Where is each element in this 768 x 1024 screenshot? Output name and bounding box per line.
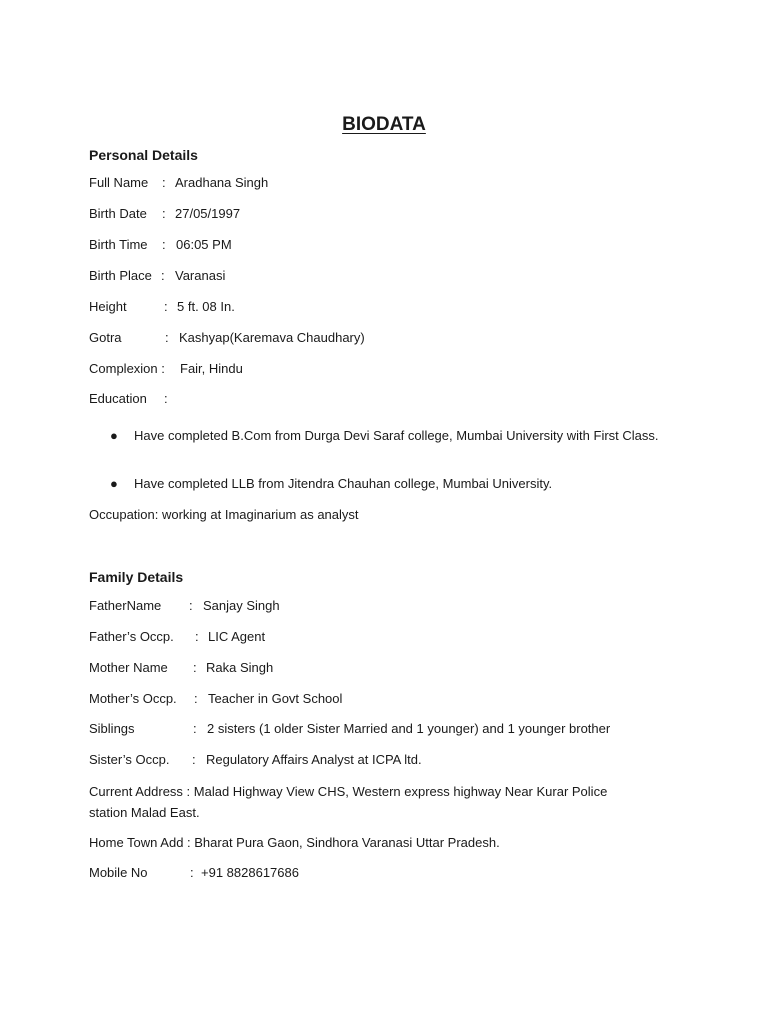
mother-occupation-value: Teacher in Govt School bbox=[208, 691, 343, 706]
gotra-label: Gotra bbox=[89, 330, 122, 345]
gotra-value: Kashyap(Karemava Chaudhary) bbox=[179, 330, 365, 345]
education-item-1 bbox=[110, 426, 670, 446]
mother-name-row bbox=[89, 660, 273, 675]
mother-name-separator: : bbox=[193, 660, 197, 675]
siblings-value: 2 sisters (1 older Sister Married and 1 younger) and 1 younger brother bbox=[207, 721, 611, 736]
mobile-separator: : bbox=[190, 865, 194, 880]
birth-place-row bbox=[89, 268, 225, 283]
father-name-separator: : bbox=[189, 598, 193, 613]
father-name-row bbox=[89, 598, 280, 613]
education-item-2 bbox=[110, 474, 670, 494]
birth-place-label: Birth Place bbox=[89, 268, 152, 283]
birth-time-label: Birth Time bbox=[89, 237, 148, 252]
height-label: Height bbox=[89, 299, 127, 314]
home-town-line: Home Town Add : Bharat Pura Gaon, Sindhora Varanasi Uttar Pradesh. bbox=[89, 835, 500, 850]
family-details-heading: Family Details bbox=[89, 569, 184, 585]
full-name-row bbox=[89, 175, 268, 190]
education-item-text: Have completed B.Com from Durga Devi Saraf college, Mumbai University with First Class. bbox=[134, 428, 659, 443]
height-row bbox=[89, 299, 235, 314]
sister-occupation-separator: : bbox=[192, 752, 196, 767]
full-name-label: Full Name bbox=[89, 175, 149, 190]
father-occupation-label: Father’s Occp. bbox=[89, 629, 174, 644]
birth-time-separator: : bbox=[162, 237, 166, 252]
bullet-icon: ● bbox=[110, 476, 118, 491]
mobile-row bbox=[89, 865, 299, 880]
siblings-label: Siblings bbox=[89, 721, 135, 736]
mother-occupation-label: Mother’s Occp. bbox=[89, 691, 177, 706]
mother-occupation-row bbox=[89, 691, 342, 706]
father-occupation-value: LIC Agent bbox=[208, 629, 266, 644]
mother-name-value: Raka Singh bbox=[206, 660, 274, 675]
birth-time-row bbox=[89, 237, 232, 252]
current-address-line: Current Address : Malad Highway View CHS, Western express highway Near Kurar Police station Malad East. bbox=[89, 784, 608, 820]
father-name-label: FatherName bbox=[89, 598, 162, 613]
gotra-separator: : bbox=[165, 330, 169, 345]
birth-date-value: 27/05/1997 bbox=[175, 206, 241, 221]
occupation-line: Occupation: working at Imaginarium as analyst bbox=[89, 507, 359, 522]
complexion-value: Fair, Hindu bbox=[180, 361, 243, 376]
height-value: 5 ft. 08 In. bbox=[177, 299, 235, 314]
bullet-icon: ● bbox=[110, 428, 118, 443]
father-name-value: Sanjay Singh bbox=[203, 598, 280, 613]
height-separator: : bbox=[164, 299, 168, 314]
education-row bbox=[89, 391, 168, 406]
full-name-separator: : bbox=[162, 175, 166, 190]
birth-time-value: 06:05 PM bbox=[176, 237, 232, 252]
birth-place-value: Varanasi bbox=[175, 268, 226, 283]
birth-date-label: Birth Date bbox=[89, 206, 147, 221]
complexion-label: Complexion : bbox=[89, 361, 165, 376]
document-title: BIODATA bbox=[342, 114, 426, 135]
siblings-row bbox=[89, 721, 610, 736]
mother-occupation-separator: : bbox=[194, 691, 198, 706]
mobile-value: +91 8828617686 bbox=[201, 865, 299, 880]
personal-details-heading: Personal Details bbox=[89, 147, 198, 163]
gotra-row bbox=[89, 330, 365, 345]
sister-occupation-label: Sister’s Occp. bbox=[89, 752, 170, 767]
father-occupation-separator: : bbox=[195, 629, 199, 644]
birth-date-row bbox=[89, 206, 240, 221]
sister-occupation-row bbox=[89, 752, 422, 767]
father-occupation-row bbox=[89, 629, 265, 644]
siblings-separator: : bbox=[193, 721, 197, 736]
education-separator: : bbox=[164, 391, 168, 406]
birth-date-separator: : bbox=[162, 206, 166, 221]
birth-place-separator: : bbox=[161, 268, 165, 283]
full-name-value: Aradhana Singh bbox=[175, 175, 269, 190]
mother-name-label: Mother Name bbox=[89, 660, 168, 675]
education-item-text: Have completed LLB from Jitendra Chauhan college, Mumbai University. bbox=[134, 476, 553, 491]
sister-occupation-value: Regulatory Affairs Analyst at ICPA ltd. bbox=[206, 752, 422, 767]
mobile-label: Mobile No bbox=[89, 865, 148, 880]
education-label: Education bbox=[89, 391, 147, 406]
complexion-row bbox=[89, 361, 243, 376]
